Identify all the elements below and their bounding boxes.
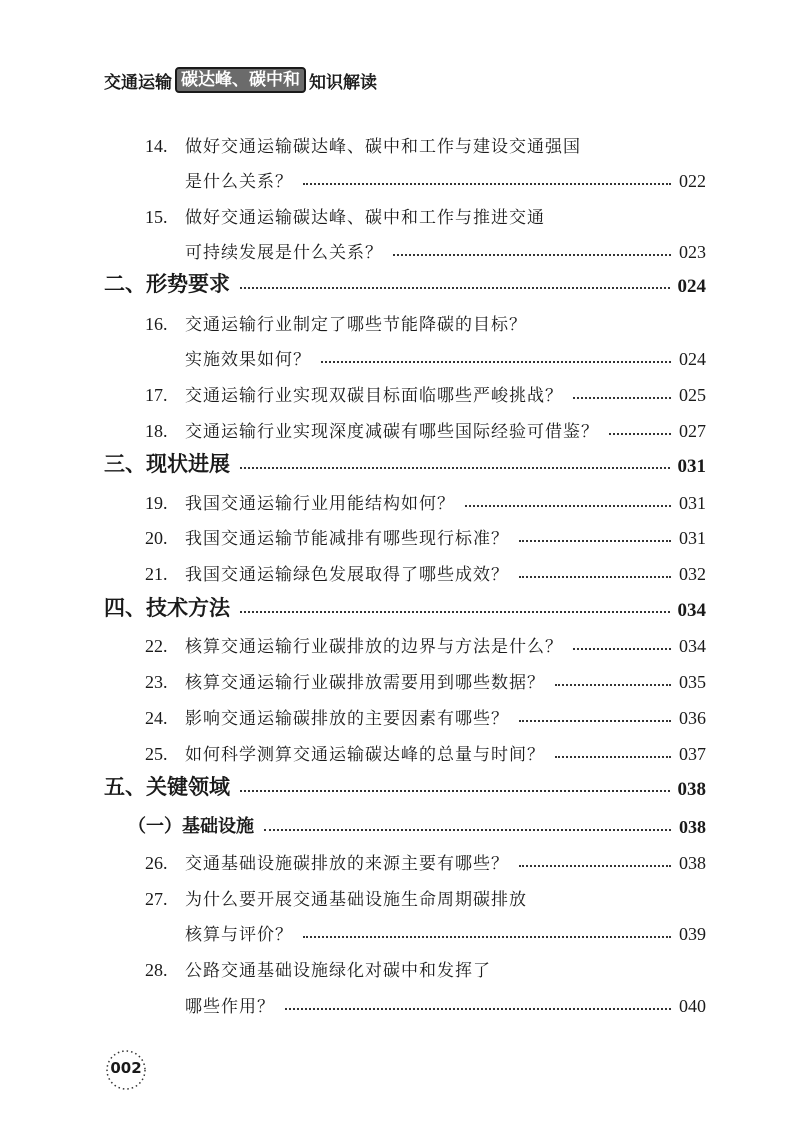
toc-entry-title: 交通基础设施碳排放的来源主要有哪些？	[185, 854, 509, 874]
dot-leader	[609, 433, 671, 435]
toc-item	[145, 661, 706, 693]
toc-page-number: 031	[677, 456, 706, 477]
toc-item-number: 15.	[145, 207, 168, 227]
dot-leader	[303, 183, 671, 185]
toc-page-number: 038	[679, 853, 706, 873]
toc-section-heading	[104, 266, 706, 298]
toc-page-number: 035	[679, 672, 706, 692]
toc-page-number: 039	[679, 924, 706, 944]
dot-leader	[465, 505, 671, 507]
toc-section-heading	[104, 446, 706, 478]
toc-item-continuation	[185, 913, 706, 945]
header-title-highlight: 碳达峰、碳中和	[175, 67, 306, 93]
toc-page-number: 031	[679, 528, 706, 548]
toc-page-number: 024	[677, 276, 706, 297]
toc-item	[145, 733, 706, 765]
dot-leader	[393, 254, 671, 256]
toc-item-number: 24.	[145, 708, 168, 728]
dot-leader	[573, 648, 671, 650]
toc-entry-title: 我国交通运输行业用能结构如何？	[185, 494, 455, 514]
toc-page-number: 040	[679, 996, 706, 1016]
dot-leader	[555, 756, 671, 758]
toc-item	[145, 482, 706, 514]
toc-item	[145, 374, 706, 406]
toc-entry-title: 交通运输行业制定了哪些节能降碳的目标？	[185, 315, 527, 335]
toc-entry-title: 我国交通运输绿色发展取得了哪些成效？	[185, 565, 509, 585]
dot-leader	[519, 576, 671, 578]
header-title-suffix: 知识解读	[309, 72, 377, 93]
dot-leader	[264, 829, 671, 831]
toc-item	[145, 625, 706, 657]
toc-item-number: 25.	[145, 744, 168, 764]
toc-entry-title: 核算交通运输行业碳排放需要用到哪些数据？	[185, 673, 545, 693]
toc-entry-title: 五、关键领域	[104, 774, 230, 799]
toc-item	[145, 410, 706, 442]
toc-item-number: 16.	[145, 314, 168, 334]
toc-entry-title: 做好交通运输碳达峰、碳中和工作与建设交通强国	[185, 137, 581, 157]
toc-item-continuation	[185, 231, 706, 263]
dot-leader	[555, 684, 671, 686]
toc-entry-title: 为什么要开展交通基础设施生命周期碳排放	[185, 890, 527, 910]
toc-entry-title: 二、形势要求	[104, 271, 230, 296]
toc-entry-title: 核算交通运输行业碳排放的边界与方法是什么？	[185, 637, 563, 657]
toc-item	[145, 125, 706, 157]
toc-item-continuation	[185, 160, 706, 192]
toc-item-number: 21.	[145, 564, 168, 584]
toc-entry-title: 哪些作用？	[185, 997, 275, 1017]
toc-entry-title: 交通运输行业实现深度减碳有哪些国际经验可借鉴？	[185, 422, 599, 442]
toc-page-number: 025	[679, 385, 706, 405]
toc-page-number: 024	[679, 349, 706, 369]
dot-leader	[240, 790, 670, 792]
toc-entry-title: （一）基础设施	[128, 816, 254, 837]
toc-section-heading	[104, 769, 706, 801]
toc-item-number: 22.	[145, 636, 168, 656]
toc-item-number: 20.	[145, 528, 168, 548]
toc-item-number: 17.	[145, 385, 168, 405]
toc-page-number: 036	[679, 708, 706, 728]
toc-item	[145, 517, 706, 549]
toc-entry-title: 四、技术方法	[104, 595, 230, 620]
toc-entry-title: 交通运输行业实现双碳目标面临哪些严峻挑战？	[185, 386, 563, 406]
toc-page-number: 034	[679, 636, 706, 656]
dot-leader	[573, 397, 671, 399]
toc-item-continuation	[185, 985, 706, 1017]
dot-leader	[519, 865, 671, 867]
toc-entry-title: 三、现状进展	[104, 451, 230, 476]
toc-item-number: 27.	[145, 889, 168, 909]
toc-entry-title: 可持续发展是什么关系？	[185, 243, 383, 263]
toc-page-number: 031	[679, 493, 706, 513]
toc-item	[145, 553, 706, 585]
dot-leader	[240, 467, 670, 469]
toc-page-number: 022	[679, 171, 706, 191]
toc-item	[145, 697, 706, 729]
toc-entry-title: 公路交通基础设施绿化对碳中和发挥了	[185, 961, 491, 981]
dot-leader	[240, 611, 670, 613]
page-number: 002	[110, 1059, 142, 1077]
toc-entry-title: 如何科学测算交通运输碳达峰的总量与时间？	[185, 745, 545, 765]
dot-leader	[240, 287, 670, 289]
toc-page-number: 038	[679, 817, 706, 837]
header-title-prefix: 交通运输	[104, 72, 172, 93]
toc-item-number: 19.	[145, 493, 168, 513]
toc-section-heading	[104, 590, 706, 622]
toc-item	[145, 878, 706, 910]
dot-leader	[519, 540, 671, 542]
toc-entry-title: 我国交通运输节能减排有哪些现行标准？	[185, 529, 509, 549]
toc-entry-title: 实施效果如何？	[185, 350, 311, 370]
toc-entry-title: 影响交通运输碳排放的主要因素有哪些？	[185, 709, 509, 729]
toc-item	[145, 303, 706, 335]
toc-page-number: 032	[679, 564, 706, 584]
dot-leader	[285, 1008, 671, 1010]
toc-entry-title: 做好交通运输碳达峰、碳中和工作与推进交通	[185, 208, 545, 228]
toc-page-number: 037	[679, 744, 706, 764]
toc-item-number: 26.	[145, 853, 168, 873]
page-number-badge	[104, 1048, 144, 1088]
toc-item-number: 23.	[145, 672, 168, 692]
toc-page-number: 023	[679, 242, 706, 262]
toc-item-number: 14.	[145, 136, 168, 156]
toc-page-number: 034	[677, 600, 706, 621]
toc-item-number: 18.	[145, 421, 168, 441]
toc-subsection-heading	[128, 806, 706, 838]
toc-entry-title: 核算与评价？	[185, 925, 293, 945]
toc-entry-title: 是什么关系？	[185, 172, 293, 192]
dot-leader	[519, 720, 671, 722]
toc-page-number: 027	[679, 421, 706, 441]
toc-item-continuation	[185, 338, 706, 370]
toc-item	[145, 842, 706, 874]
dot-leader	[321, 361, 671, 363]
dot-leader	[303, 936, 671, 938]
toc-page-number: 038	[677, 779, 706, 800]
toc-item	[145, 949, 706, 981]
toc-item	[145, 196, 706, 228]
toc-item-number: 28.	[145, 960, 168, 980]
